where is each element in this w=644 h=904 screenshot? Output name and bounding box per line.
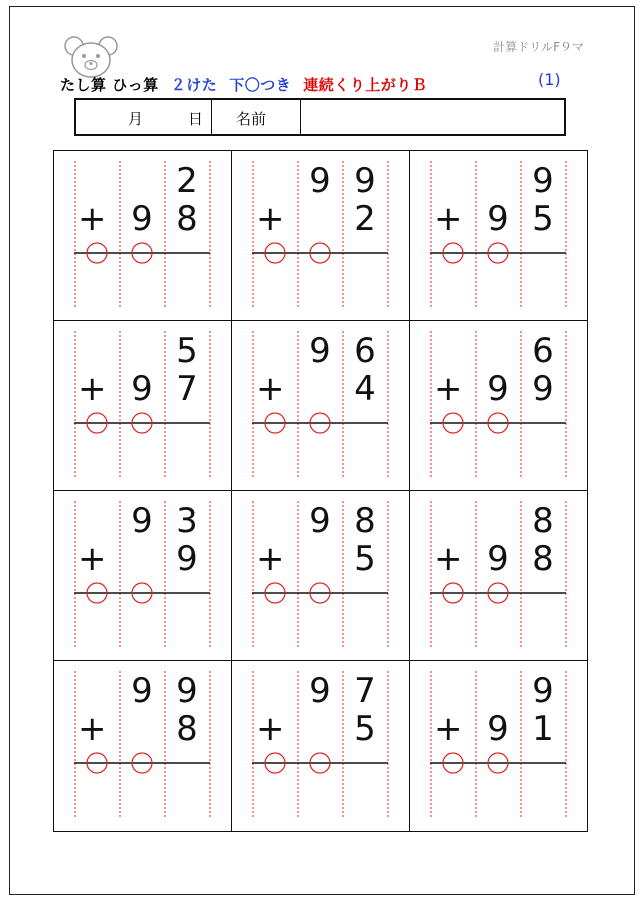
bottom-digit: 8: [176, 709, 198, 749]
bottom-digit: 9: [487, 709, 509, 749]
bottom-digit: 5: [354, 709, 376, 749]
bottom-digit: 9: [487, 539, 509, 579]
bottom-digit: 9: [487, 369, 509, 409]
top-digit: 9: [309, 161, 331, 201]
top-digit: 2: [176, 161, 198, 201]
plus-sign: +: [78, 199, 107, 239]
name-label-cell: [212, 100, 301, 134]
top-digit: 9: [309, 671, 331, 711]
top-digit: 5: [176, 331, 198, 371]
bottom-digit: 8: [532, 539, 554, 579]
top-digit: 3: [176, 501, 198, 541]
problem-cell[interactable]: [410, 491, 587, 661]
bottom-digit: 9: [487, 199, 509, 239]
plus-sign: +: [434, 709, 463, 749]
day-label: 日: [188, 110, 204, 128]
plus-sign: +: [434, 369, 463, 409]
problem-cell[interactable]: [54, 321, 232, 491]
name-date-box: [74, 98, 566, 136]
worksheet-title: [60, 74, 427, 95]
problem-cell[interactable]: [54, 491, 232, 661]
plus-sign: +: [78, 539, 107, 579]
bottom-digit: 1: [532, 709, 554, 749]
top-digit: 6: [532, 331, 554, 371]
bottom-digit: 8: [176, 199, 198, 239]
title-carry-mark: 下〇つき: [229, 76, 292, 94]
plus-sign: +: [256, 539, 285, 579]
problem-cell[interactable]: [232, 321, 410, 491]
problem-cell[interactable]: [54, 151, 232, 321]
top-digit: 8: [532, 501, 554, 541]
bottom-digit: 9: [176, 539, 198, 579]
bottom-digit: 4: [354, 369, 376, 409]
plus-sign: +: [434, 539, 463, 579]
date-field[interactable]: [76, 100, 212, 134]
top-digit: 9: [532, 671, 554, 711]
name-label: 名前: [236, 110, 267, 128]
plus-sign: +: [78, 369, 107, 409]
plus-sign: +: [256, 369, 285, 409]
plus-sign: +: [78, 709, 107, 749]
top-digit: 9: [354, 161, 376, 201]
problem-cell[interactable]: [410, 321, 587, 491]
bottom-digit: 9: [131, 369, 153, 409]
top-digit: 6: [354, 331, 376, 371]
bottom-digit: 2: [354, 199, 376, 239]
problem-cell[interactable]: [232, 661, 410, 831]
sheet-number: (1): [538, 70, 561, 89]
bottom-digit: 7: [176, 369, 198, 409]
brand-label: 計算ドリルF９マ: [493, 40, 584, 54]
name-field[interactable]: [301, 100, 564, 134]
plus-sign: +: [434, 199, 463, 239]
top-digit: 9: [309, 501, 331, 541]
top-digit: 9: [131, 501, 153, 541]
problem-cell[interactable]: [410, 661, 587, 831]
top-digit: 8: [354, 501, 376, 541]
top-digit: 9: [532, 161, 554, 201]
month-label: 月: [128, 110, 144, 128]
problem-cell[interactable]: [410, 151, 587, 321]
bottom-digit: 5: [354, 539, 376, 579]
top-digit: 9: [309, 331, 331, 371]
title-operation: たし算 ひっ算: [60, 76, 159, 94]
top-digit: 9: [176, 671, 198, 711]
title-digits: ２けた: [170, 76, 218, 94]
plus-sign: +: [256, 199, 285, 239]
bottom-digit: 9: [532, 369, 554, 409]
top-digit: 7: [354, 671, 376, 711]
problem-grid: [53, 150, 588, 832]
title-variant: 連続くり上がりＢ: [303, 76, 428, 94]
top-digit: 9: [131, 671, 153, 711]
problem-cell[interactable]: [232, 491, 410, 661]
bottom-digit: 5: [532, 199, 554, 239]
problem-cell[interactable]: [54, 661, 232, 831]
plus-sign: +: [256, 709, 285, 749]
bottom-digit: 9: [131, 199, 153, 239]
problem-cell[interactable]: [232, 151, 410, 321]
